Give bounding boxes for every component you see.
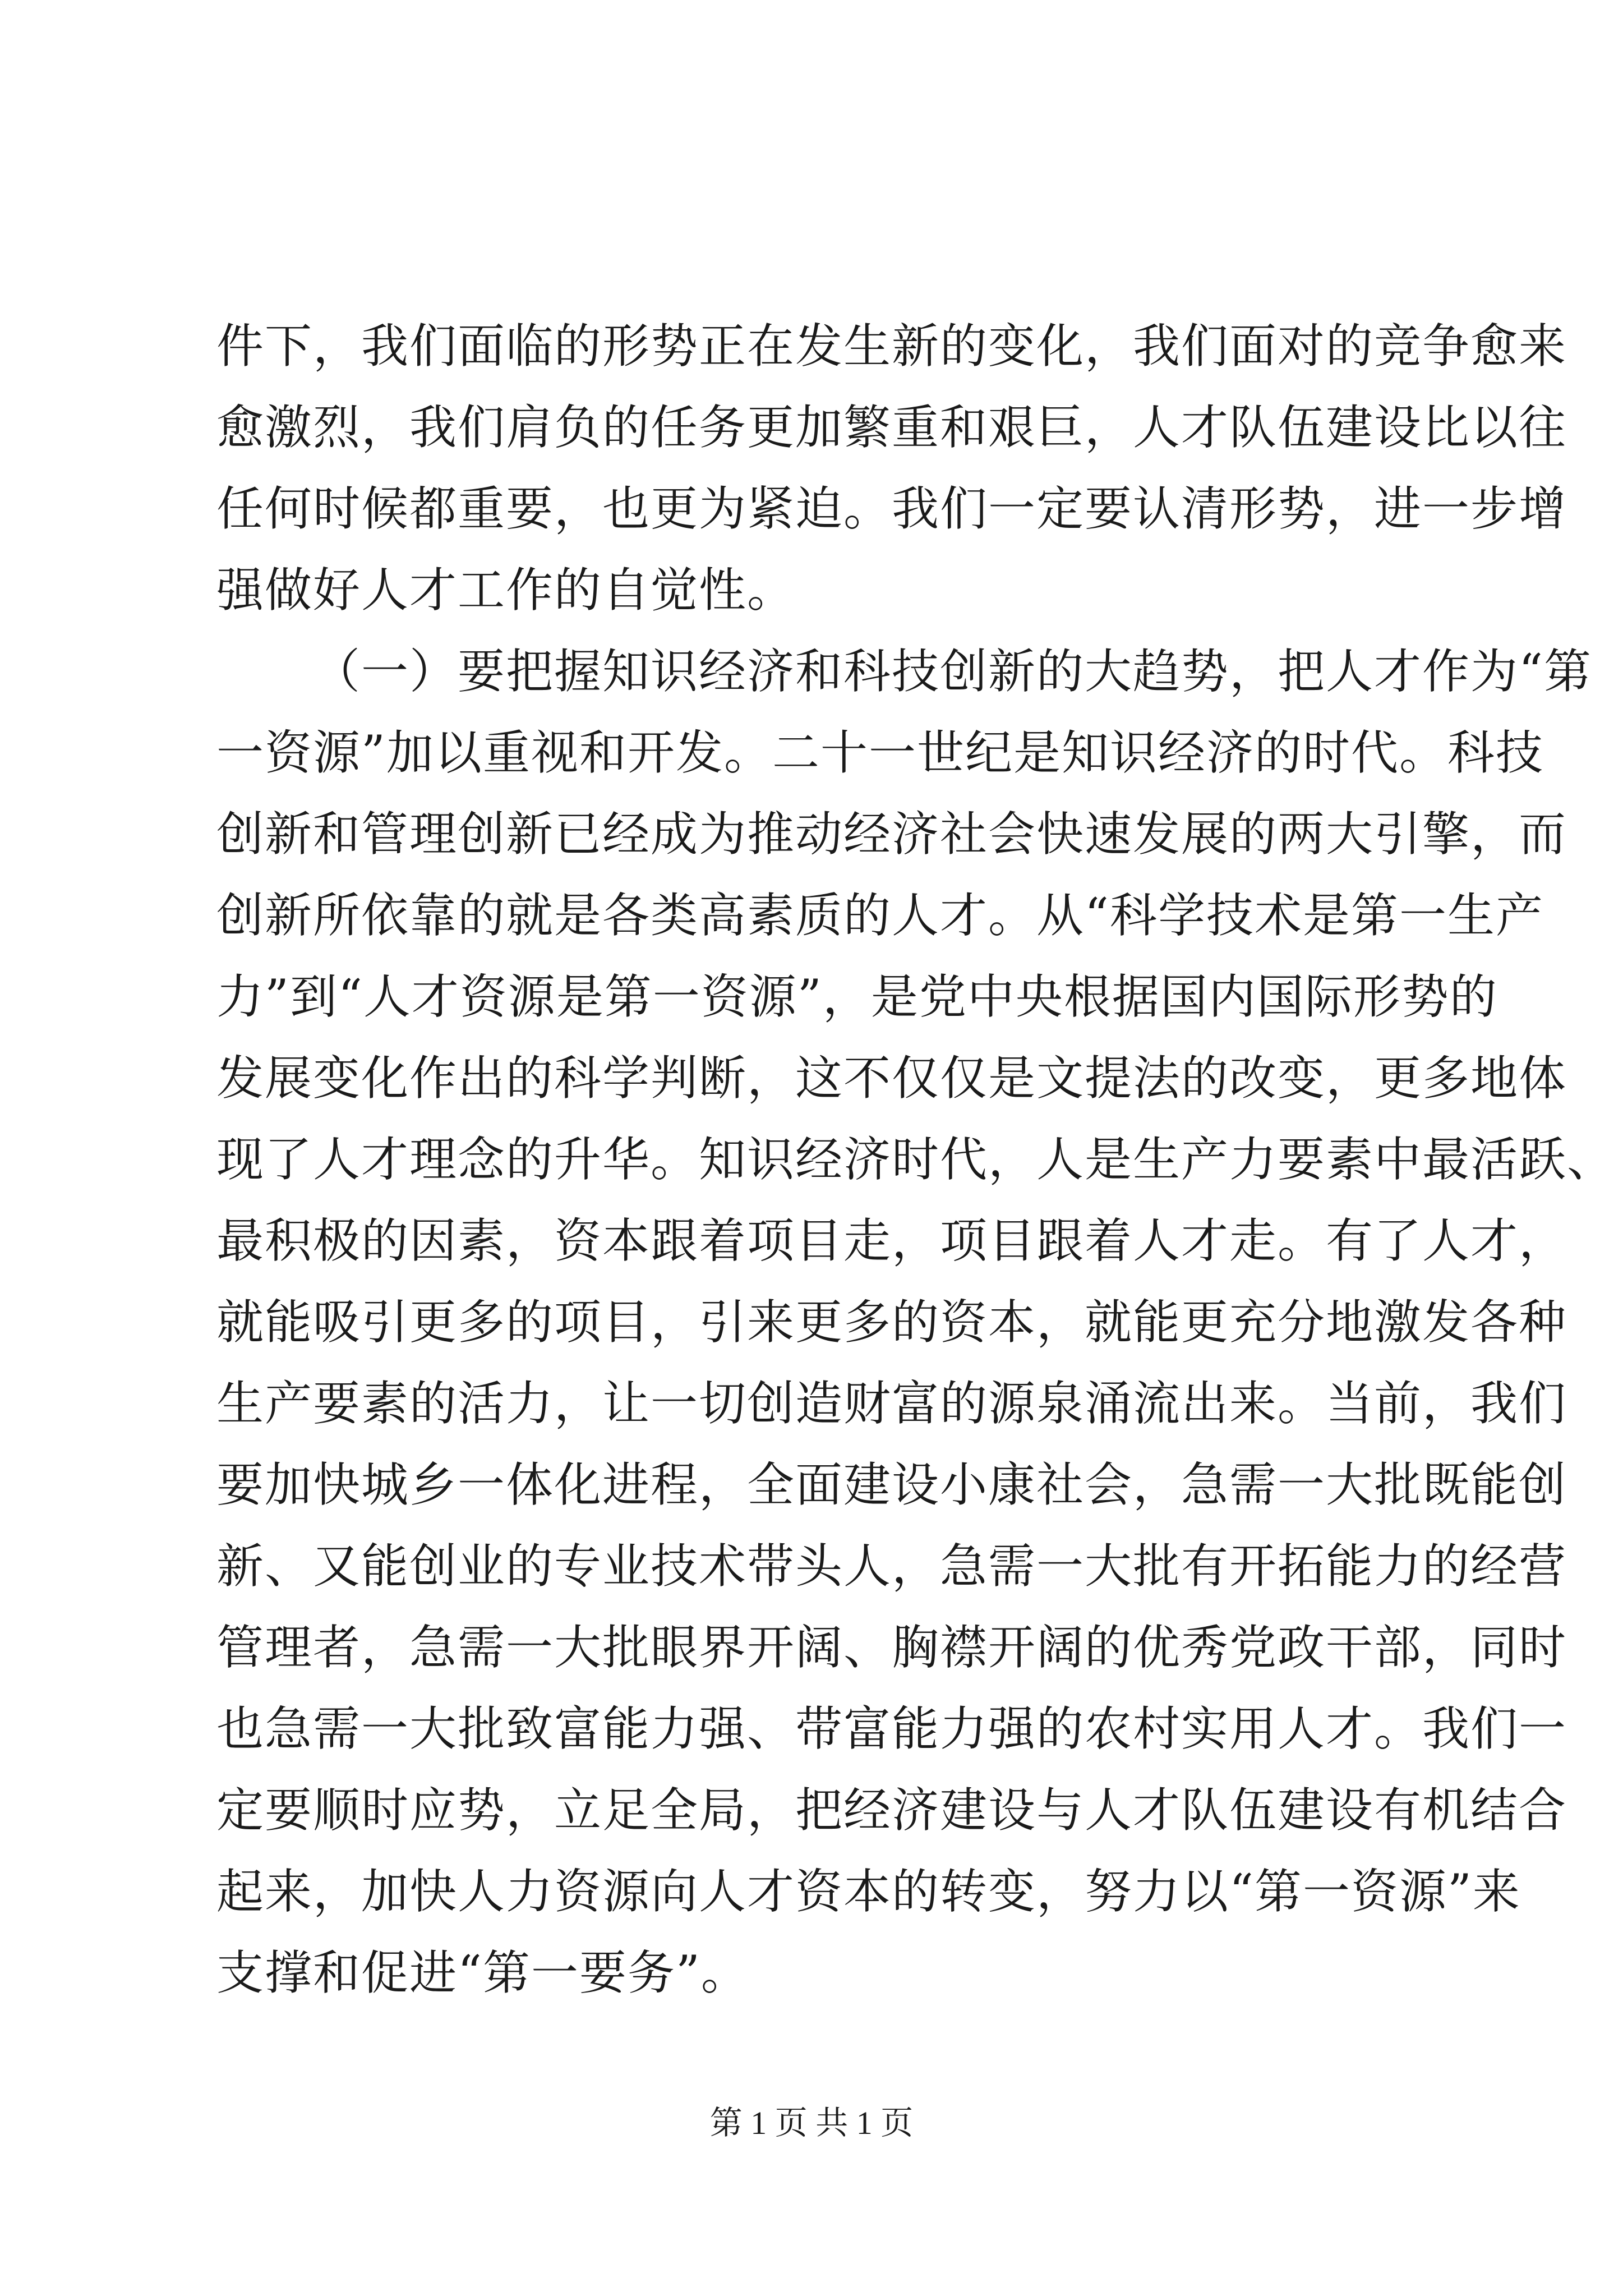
text-line: 强做好人才工作的自觉性。 (216, 563, 796, 618)
text-line: 起来，加快人力资源向人才资本的转变，努力以“第一资源”来 (216, 1864, 1521, 1919)
text-line: 发展变化作出的科学判断，这不仅仅是文提法的改变，更多地体 (216, 1051, 1567, 1106)
text-line: 件下，我们面临的形势正在发生新的变化，我们面对的竞争愈来 (216, 319, 1567, 374)
text-line: 定要顺时应势，立足全局，把经济建设与人才队伍建设有机结合 (216, 1783, 1567, 1838)
text-line: 管理者，急需一大批眼界开阔、胸襟开阔的优秀党政干部，同时 (216, 1620, 1567, 1675)
text-line: 一资源”加以重视和开发。二十一世纪是知识经济的时代。科技 (216, 725, 1544, 780)
text-line: （一）要把握知识经济和科技创新的大趋势，把人才作为“第 (313, 644, 1592, 699)
text-line: 生产要素的活力，让一切创造财富的源泉涌流出来。当前，我们 (216, 1376, 1567, 1431)
text-line: 就能吸引更多的项目，引来更多的资本，就能更充分地激发各种 (216, 1295, 1567, 1350)
text-line: 创新和管理创新已经成为推动经济社会快速发展的两大引擎，而 (216, 807, 1567, 862)
text-line: 现了人才理念的升华。知识经济时代，人是生产力要素中最活跃、 (216, 1132, 1616, 1187)
page-number-label: 第 1 页 共 1 页 (709, 2105, 914, 2141)
text-line: 支撑和促进“第一要务”。 (216, 1945, 749, 2000)
text-line: 力”到“人才资源是第一资源”，是党中央根据国内国际形势的 (216, 969, 1498, 1024)
document-body (216, 306, 1616, 2014)
text-line: 也急需一大批致富能力强、带富能力强的农村实用人才。我们一 (216, 1701, 1567, 1756)
text-line: 愈激烈，我们肩负的任务更加繁重和艰巨，人才队伍建设比以往 (216, 400, 1567, 455)
page-footer (0, 2101, 1623, 2146)
text-line: 要加快城乡一体化进程，全面建设小康社会，急需一大批既能创 (216, 1457, 1567, 1512)
text-line: 最积极的因素，资本跟着项目走，项目跟着人才走。有了人才， (216, 1213, 1567, 1268)
text-line: 任何时候都重要，也更为紧迫。我们一定要认清形势，进一步增 (216, 481, 1567, 536)
text-line: 新、又能创业的专业技术带头人，急需一大批有开拓能力的经营 (216, 1539, 1567, 1594)
text-line: 创新所依靠的就是各类高素质的人才。从“科学技术是第一生产 (216, 888, 1544, 943)
